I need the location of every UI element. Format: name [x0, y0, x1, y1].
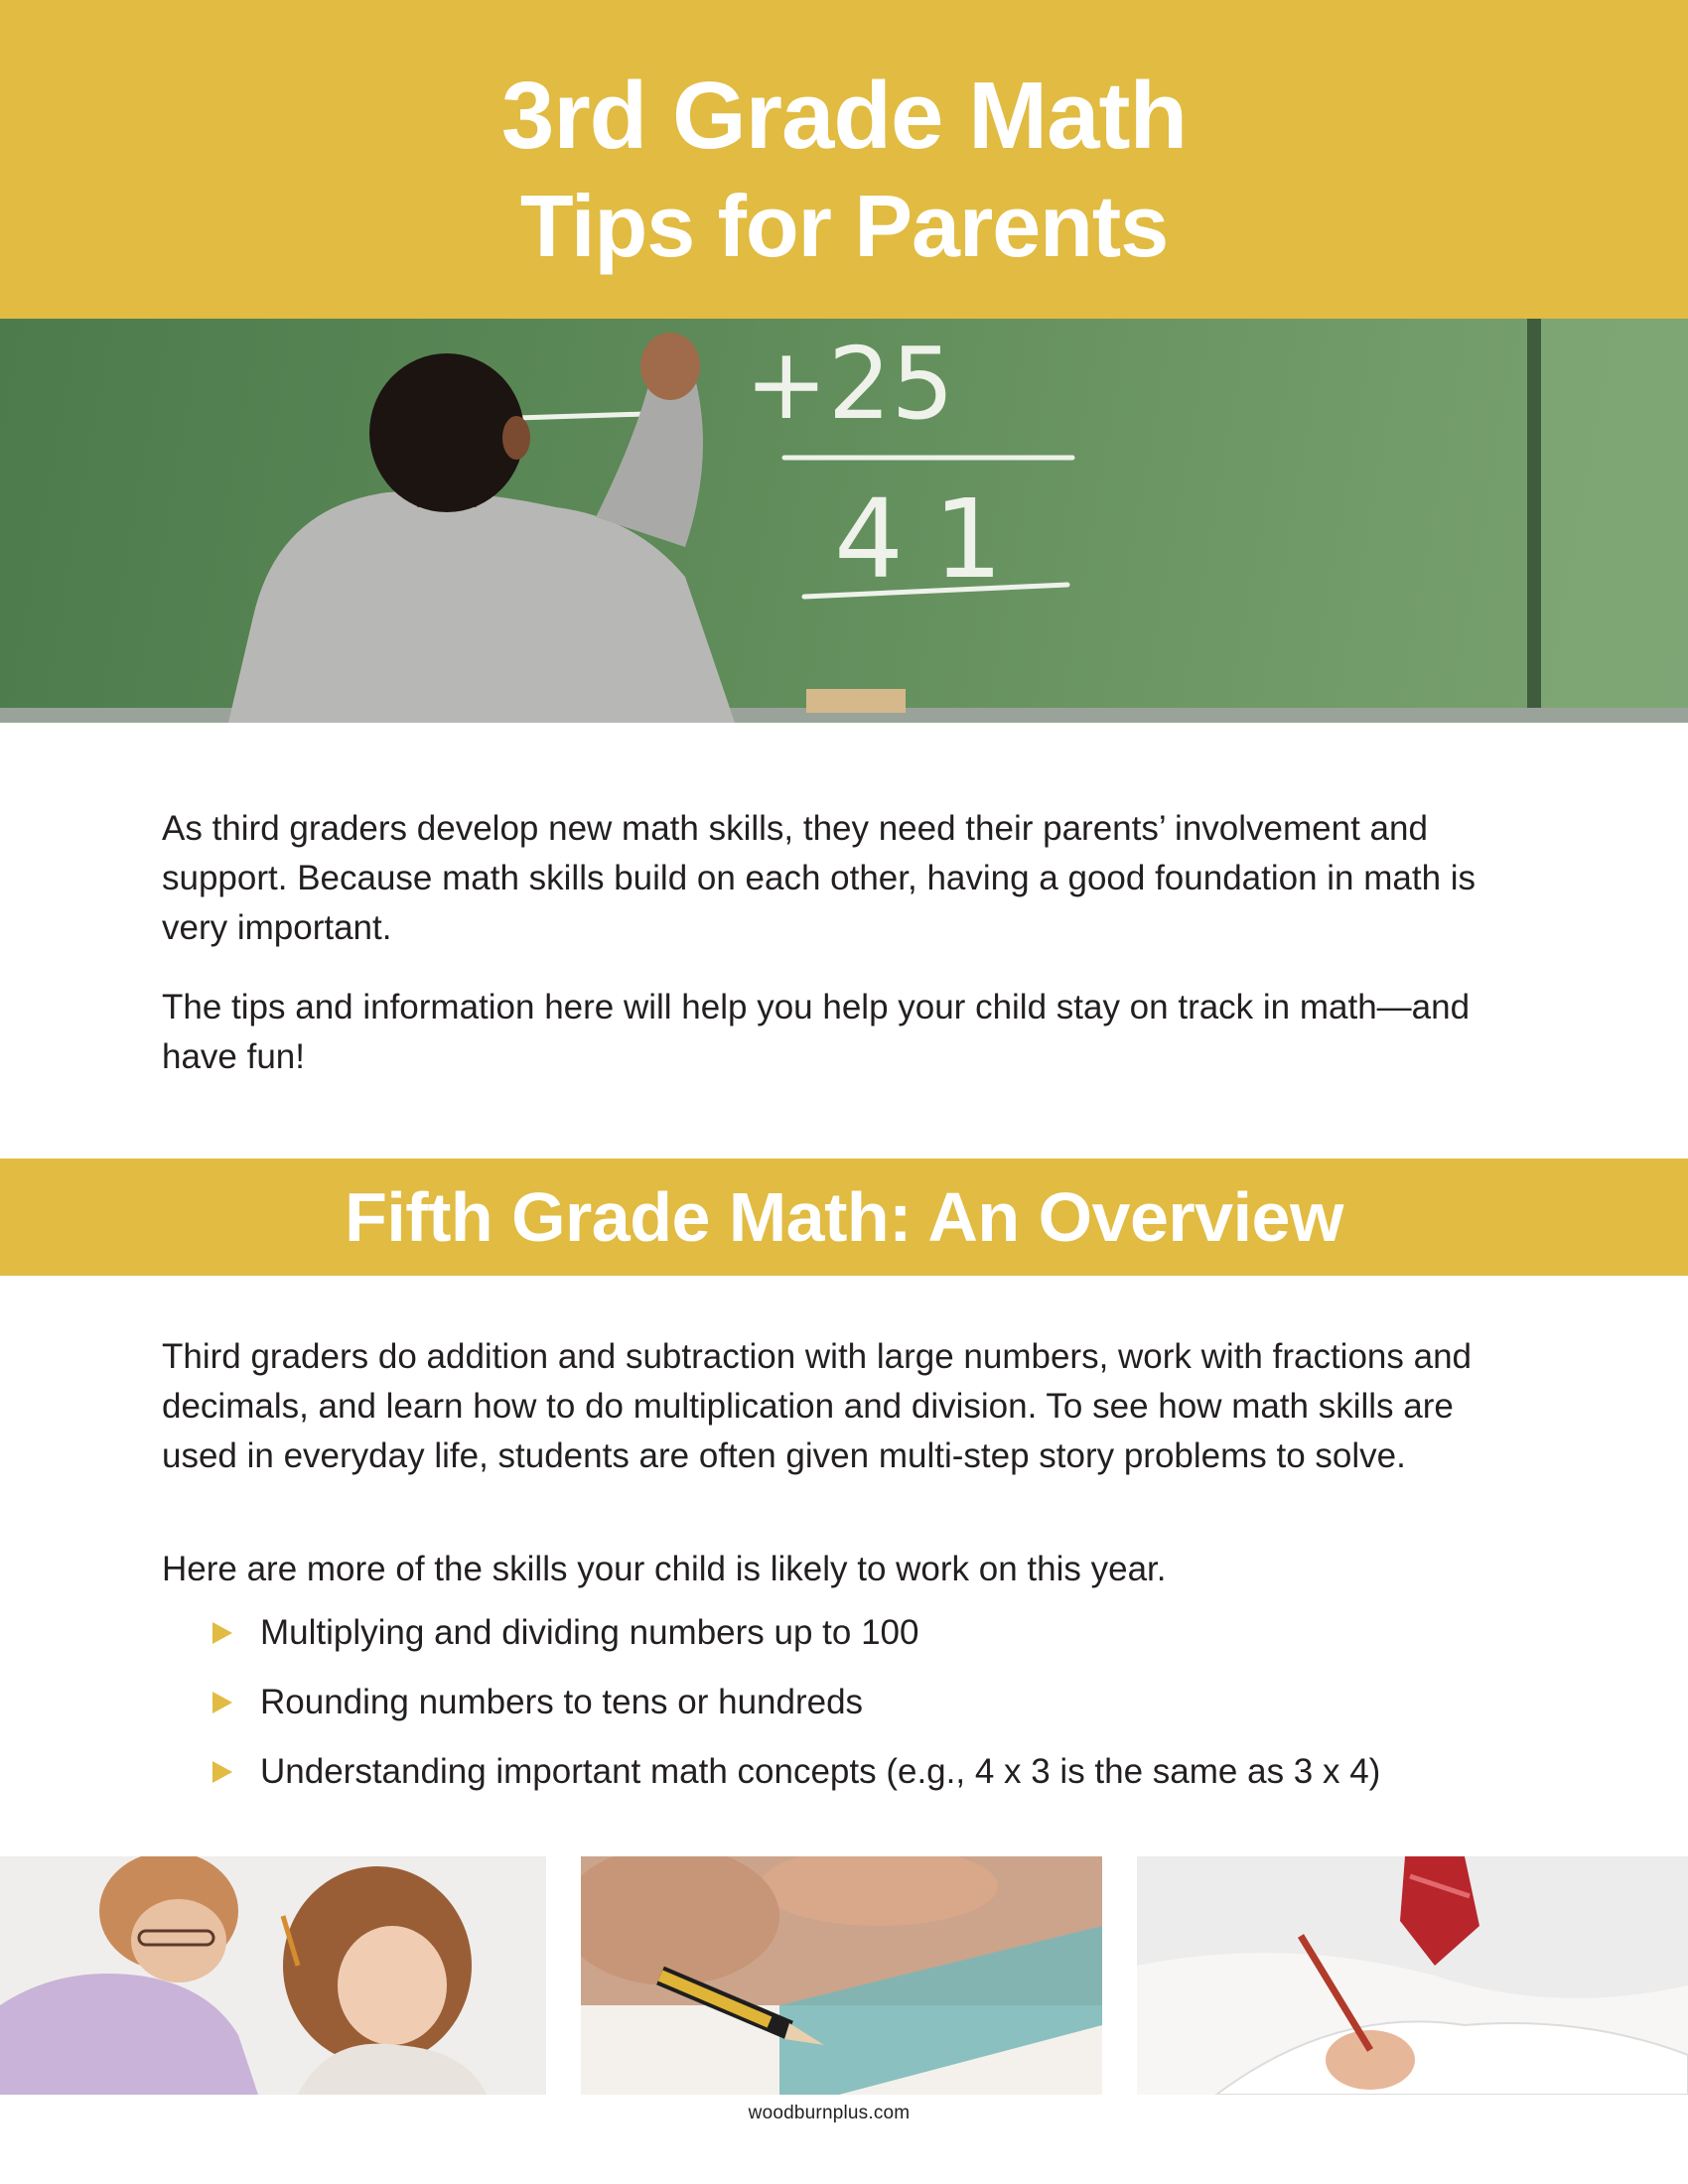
bullet-triangle-icon — [212, 1761, 232, 1783]
hero-chalkboard-photo — [0, 319, 1688, 723]
list-item: Multiplying and dividing numbers up to 100 — [209, 1608, 1599, 1658]
list-item: Rounding numbers to tens or hundreds — [209, 1678, 1599, 1727]
intro-paragraph-1: As third graders develop new math skills, they need their parents’ involvement and support. Because math skills build on each other, having a good foundation in math is very important. — [162, 809, 1477, 947]
bullet-triangle-icon — [212, 1692, 232, 1713]
overview-paragraph-1: Third graders do addition and subtraction with large numbers, work with fractions and decimals, and learn how to do multiplication and division. To see how math skills are used in everyday life, students are often given multi-step story problems to solve. — [162, 1337, 1473, 1475]
section-heading-overview: Fifth Grade Math: An Overview — [0, 1159, 1688, 1276]
photo-boy-writing — [1137, 1856, 1688, 2095]
chalk-result-line: 41 — [834, 476, 1033, 603]
photo-mother-and-daughter — [0, 1856, 546, 2095]
page-title: 3rd Grade Math — [500, 63, 1188, 169]
skills-list — [209, 1608, 1599, 1817]
list-item: Understanding important math concepts (e.g., 4 x 3 is the same as 3 x 4) — [209, 1747, 1599, 1797]
page-subtitle: Tips for Parents — [519, 177, 1169, 275]
overview-paragraph-2: Here are more of the skills your child is likely to work on this year. — [162, 1550, 1167, 1588]
boy-figure — [228, 333, 735, 723]
chalk-sum-line: +25 — [745, 326, 955, 442]
footer-url: woodburnplus.com — [748, 2103, 911, 2123]
bullet-triangle-icon — [212, 1622, 232, 1644]
photo-pencil-and-ruler — [581, 1856, 1102, 2095]
intro-paragraph-2: The tips and information here will help you help your child stay on track in math—and have fun! — [162, 988, 1471, 1076]
header-banner — [0, 0, 1688, 319]
